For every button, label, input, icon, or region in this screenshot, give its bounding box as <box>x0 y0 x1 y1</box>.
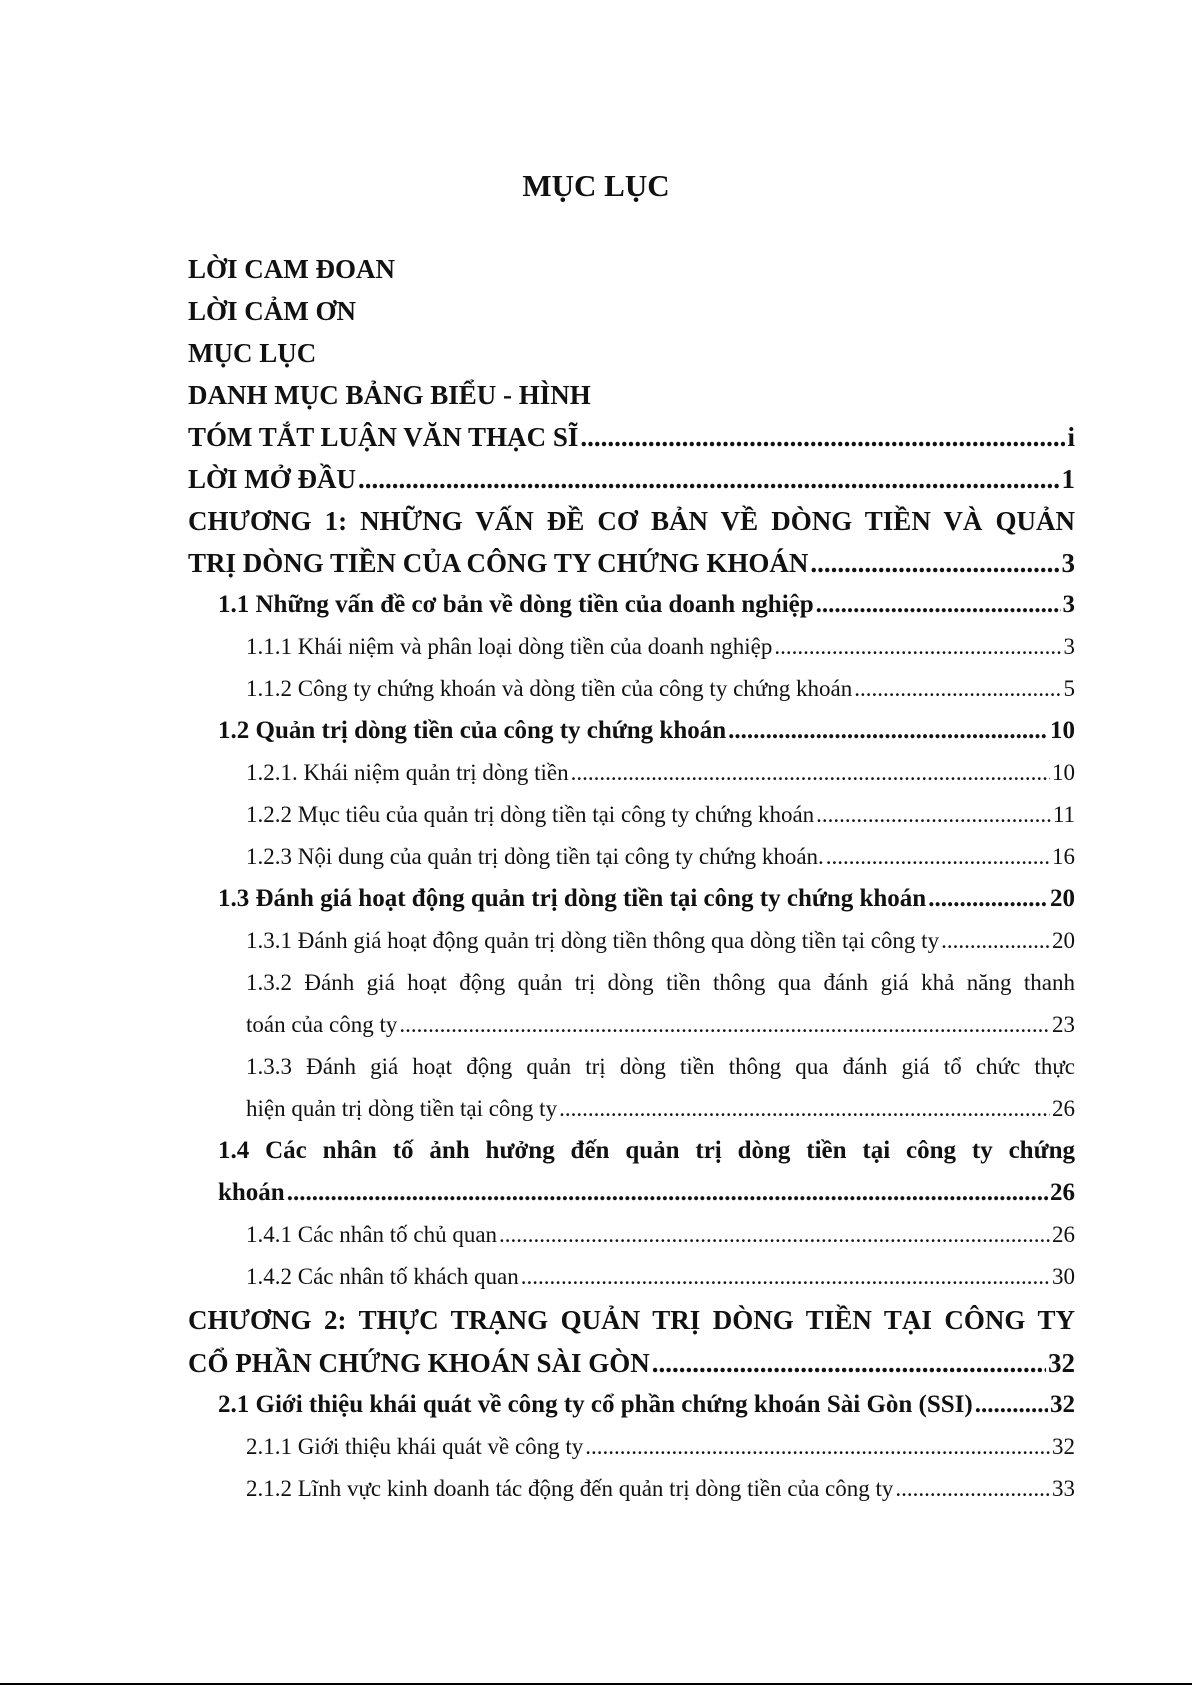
toc-chapter1-line2 <box>188 546 1075 580</box>
toc-entry-text: CỔ PHẦN CHỨNG KHOÁN SÀI GÒN <box>188 1348 650 1378</box>
toc-entry-text: TÓM TẮT LUẬN VĂN THẠC SĨ <box>188 422 579 452</box>
toc-chapter2-line2 <box>188 1346 1075 1380</box>
toc-summary <box>188 420 1075 454</box>
toc-page-number: 32 <box>1052 1434 1075 1459</box>
toc-page-number: 32 <box>1048 1348 1075 1378</box>
toc-section-1-2 <box>218 714 1075 748</box>
toc-page-number: 23 <box>1052 1012 1075 1037</box>
toc-page-number: 5 <box>1063 676 1075 701</box>
toc-entry-text: 2.1.1 Giới thiệu khái quát về công ty <box>246 1434 584 1459</box>
toc-section-1-3-3-line1: 1.3.3 Đánh giá hoạt động quản trị dòng tiền thông qua đánh giá tổ chức thực <box>246 1054 1075 1079</box>
toc-section-1-3-1 <box>246 924 1075 958</box>
toc-section-1-3-2-line2 <box>246 1008 1075 1042</box>
toc-page-number: 10 <box>1050 717 1075 744</box>
toc-section-2-1-1 <box>246 1430 1075 1464</box>
toc-entry-text: 1.1.2 Công ty chứng khoán và dòng tiền của công ty chứng khoán <box>246 676 853 701</box>
toc-section-1-2-2 <box>246 798 1075 832</box>
toc-section-1-2-1 <box>246 756 1075 790</box>
toc-front-commitment: LỜI CAM ĐOAN <box>188 254 395 284</box>
toc-page-number: 32 <box>1050 1391 1075 1418</box>
toc-section-1-4-1 <box>246 1218 1075 1252</box>
toc-page-number: 16 <box>1052 844 1075 869</box>
toc-front-thanks: LỜI CẢM ƠN <box>188 296 356 326</box>
toc-page-number: 26 <box>1050 1179 1075 1206</box>
toc-entry-text: 1.3.1 Đánh giá hoạt động quản trị dòng tiền thông qua dòng tiền tại công ty <box>246 928 940 953</box>
toc-section-2-1 <box>218 1388 1075 1422</box>
toc-entry-text: 1.4.2 Các nhân tố khách quan <box>246 1264 519 1289</box>
toc-front-figures: DANH MỤC BẢNG BIỂU - HÌNH <box>188 380 591 410</box>
toc-section-1-1 <box>218 588 1075 622</box>
toc-page-number: 11 <box>1052 802 1075 827</box>
toc-page-number: 1 <box>1061 464 1075 494</box>
toc-entry-text: 1.4.1 Các nhân tố chủ quan <box>246 1222 498 1247</box>
toc-section-1-1-2 <box>246 672 1075 706</box>
toc-chapter2-line1: CHƯƠNG 2: THỰC TRẠNG QUẢN TRỊ DÒNG TIỀN TẠI CÔNG TY <box>188 1305 1075 1335</box>
toc-section-1-3-2-line1: 1.3.2 Đánh giá hoạt động quản trị dòng tiền thông qua đánh giá khả năng thanh <box>246 970 1075 995</box>
toc-entry-text: 1.2.2 Mục tiêu của quản trị dòng tiền tại công ty chứng khoán <box>246 802 815 827</box>
toc-section-1-2-3 <box>246 840 1075 874</box>
toc-page-number: 10 <box>1052 760 1075 785</box>
toc-page-number: 26 <box>1052 1096 1075 1121</box>
toc-chapter1-line1: CHƯƠNG 1: NHỮNG VẤN ĐỀ CƠ BẢN VỀ DÒNG TIỀN VÀ QUẢN <box>188 506 1075 536</box>
toc-entry-text: 1.3 Đánh giá hoạt động quản trị dòng tiền tại công ty chứng khoán <box>218 885 927 912</box>
toc-page-number: 3 <box>1061 548 1075 578</box>
toc-section-1-4-line1: 1.4 Các nhân tố ảnh hưởng đến quản trị dòng tiền tại công ty chứng <box>218 1137 1075 1164</box>
toc-section-1-3 <box>218 882 1075 916</box>
toc-section-1-4-2 <box>246 1260 1075 1294</box>
toc-entry-text: 1.2.3 Nội dung của quản trị dòng tiền tại công ty chứng khoán. <box>246 844 824 869</box>
toc-entry-text: 1.2 Quản trị dòng tiền của công ty chứng khoán <box>218 717 727 744</box>
toc-intro <box>188 462 1075 496</box>
toc-entry-text: TRỊ DÒNG TIỀN CỦA CÔNG TY CHỨNG KHOÁN <box>188 548 809 578</box>
toc-entry-text: 2.1 Giới thiệu khái quát về công ty cổ phần chứng khoán Sài Gòn (SSI) <box>218 1391 973 1418</box>
toc-section-2-1-2 <box>246 1472 1075 1506</box>
toc-page-number: 30 <box>1052 1264 1075 1289</box>
toc-entry-text: khoán <box>218 1179 285 1206</box>
toc-entry-text: 2.1.2 Lĩnh vực kinh doanh tác động đến quản trị dòng tiền của công ty <box>246 1476 894 1501</box>
toc-front-contents: MỤC LỤC <box>188 338 317 368</box>
toc-page-number: 20 <box>1050 885 1075 912</box>
toc-section-1-4-line2 <box>218 1176 1075 1210</box>
toc-page-number: 20 <box>1052 928 1075 953</box>
toc-entry-text: hiện quản trị dòng tiền tại công ty <box>246 1096 558 1121</box>
toc-page-number: 33 <box>1052 1476 1075 1501</box>
toc-page-number: i <box>1067 422 1075 452</box>
toc-page-number: 26 <box>1052 1222 1075 1247</box>
toc-section-1-3-3-line2 <box>246 1092 1075 1126</box>
toc-entry-text: LỜI MỞ ĐẦU <box>188 464 356 494</box>
page-title: MỤC LỤC <box>522 168 670 203</box>
toc-entry-text: 1.1 Những vấn đề cơ bản về dòng tiền của doanh nghiệp <box>218 591 814 618</box>
toc-page-number: 3 <box>1063 634 1075 659</box>
toc-page-number: 3 <box>1062 591 1075 618</box>
toc-entry-text: toán của công ty <box>246 1012 398 1037</box>
toc-section-1-1-1 <box>246 630 1075 664</box>
toc-entry-text: 1.2.1. Khái niệm quản trị dòng tiền <box>246 760 569 785</box>
toc-entry-text: 1.1.1 Khái niệm và phân loại dòng tiền của doanh nghiệp <box>246 634 773 659</box>
